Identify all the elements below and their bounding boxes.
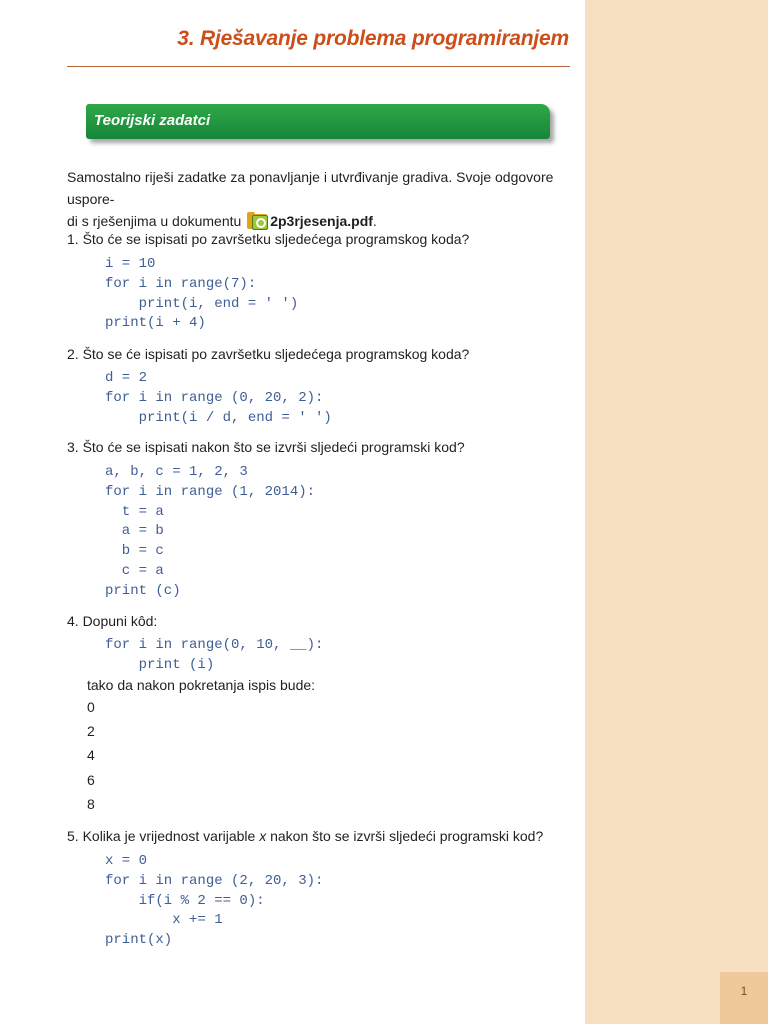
section-title: Teorijski zadatci: [94, 112, 211, 129]
page-number-box: [720, 972, 768, 1024]
intro-paragraph: [67, 166, 572, 232]
question-5-text: 5. Kolika je vrijednost varijable: [67, 828, 260, 844]
code-block-1: i = 10 for i in range(7): print(i, end = ' ') print(i + 4): [105, 256, 299, 332]
code-block-2: d = 2 for i in range (0, 20, 2): print(i / d, end = ' '): [105, 370, 332, 426]
solutions-file-name: 2p3rjesenja.pdf: [270, 213, 373, 229]
question-4: 4. Dopuni kôd:: [67, 613, 158, 629]
intro-line-1: Samostalno riješi zadatke za ponavljanje i utvrđivanje gradiva. Svoje odgovore uspore-: [67, 169, 554, 207]
question-4-instruction: tako da nakon pokretanja ispis bude:: [87, 677, 316, 693]
code-block-5: x = 0 for i in range (2, 20, 3): if(i % 2 == 0): x += 1 print(x): [105, 853, 324, 949]
list-item: 4: [87, 747, 95, 764]
list-item: 0: [87, 699, 95, 715]
title-divider: [67, 66, 570, 67]
question-5: [67, 827, 543, 845]
question-2: 2. Što se će ispisati po završetku sljedećega programskog koda?: [67, 346, 470, 362]
code-block-4: for i in range(0, 10, __): print (i): [105, 637, 324, 673]
expected-output-list: [87, 698, 95, 819]
page-number: 1: [740, 984, 748, 998]
intro-line-2: di s rješenjima u dokumentu: [67, 213, 246, 229]
solutions-file-link[interactable]: [245, 213, 373, 229]
question-3: 3. Što će se ispisati nakon što se izvrši sljedeći programski kod?: [67, 439, 465, 455]
chapter-title: 3. Rješavanje problema programiranjem: [177, 27, 569, 50]
code-block-3: a, b, c = 1, 2, 3 for i in range (1, 2014): t = a a = b b = c c = a print (c): [105, 464, 316, 599]
section-banner: [86, 104, 550, 139]
pdf-folder-icon: [247, 212, 268, 229]
list-item: 6: [87, 771, 95, 788]
list-item: 2: [87, 723, 95, 740]
side-margin-panel: [585, 0, 768, 1024]
question-5-text-end: nakon što se izvrši sljedeći programski kod?: [266, 828, 544, 844]
question-5-variable: x: [259, 828, 267, 844]
list-item: 8: [87, 795, 95, 812]
question-1: 1. Što će se ispisati po završetku sljedećega programskog koda?: [67, 231, 470, 247]
intro-line-2-end: .: [372, 213, 377, 229]
